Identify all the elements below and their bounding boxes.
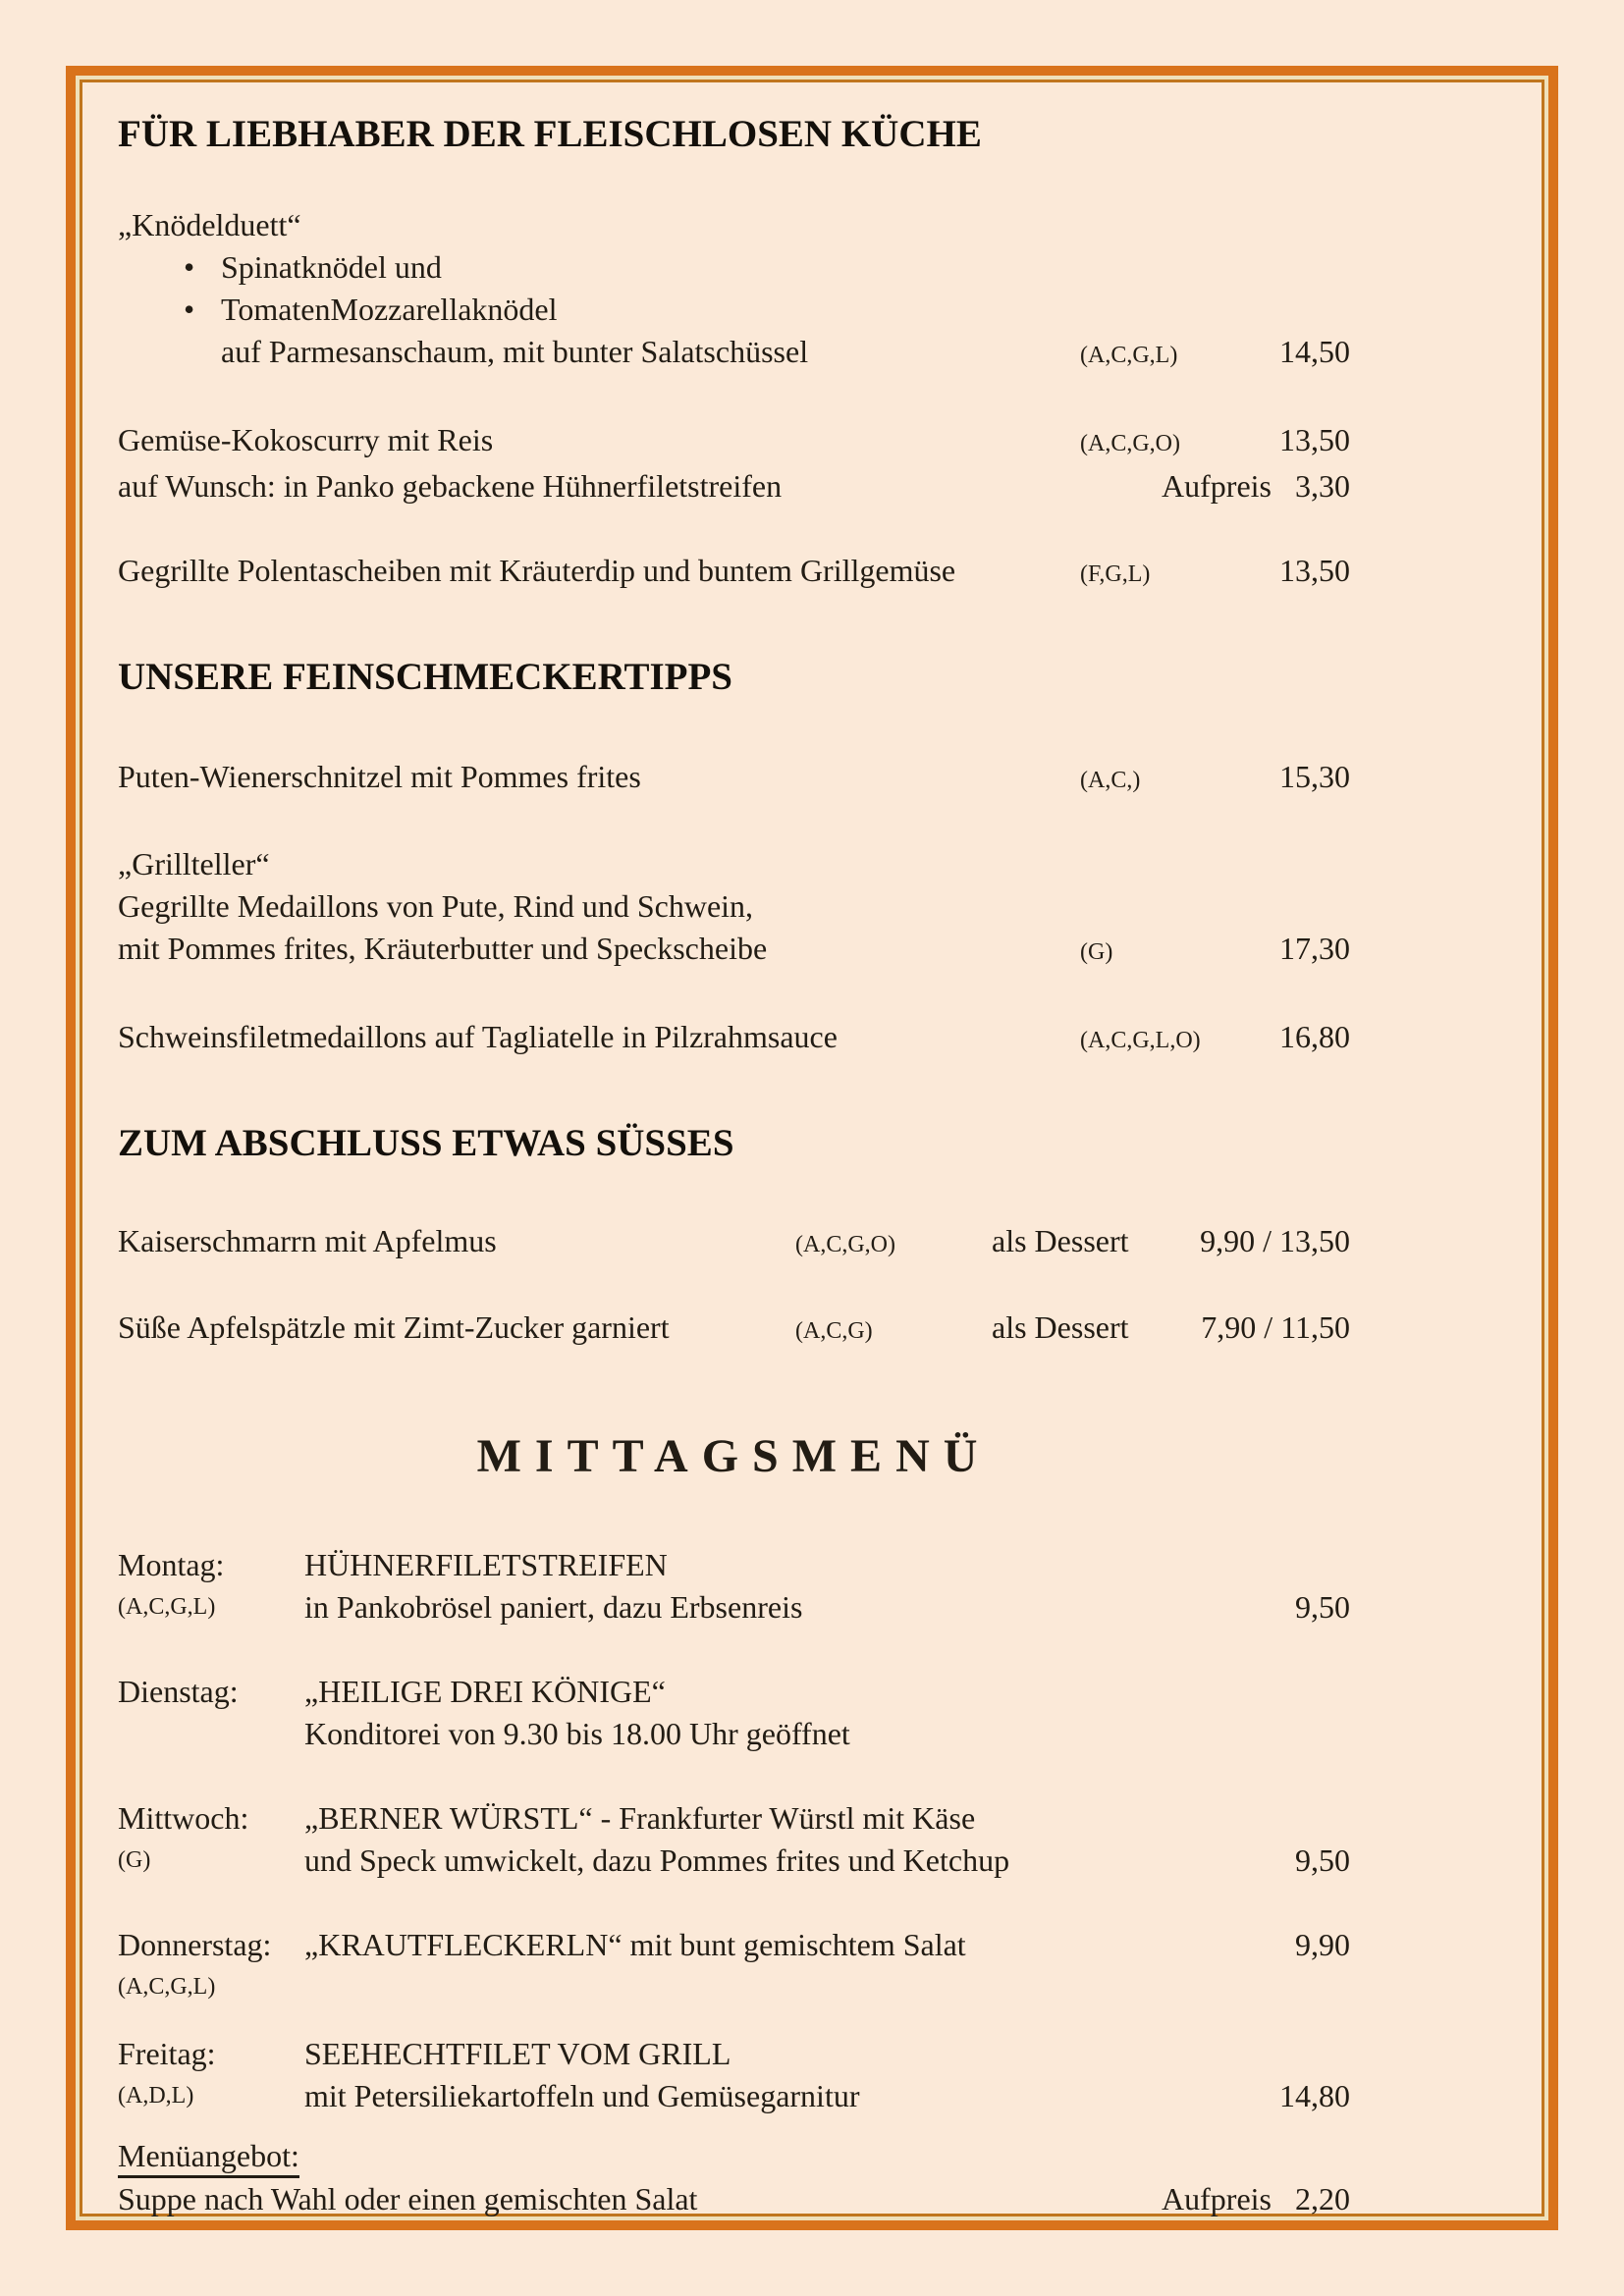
bullet-icon: • xyxy=(184,249,195,285)
price: 14,80 xyxy=(1279,2078,1350,2113)
section-title-dessert: ZUM ABSCHLUSS ETWAS SÜSSES xyxy=(118,1122,734,1164)
surcharge-label: Aufpreis xyxy=(1162,468,1272,504)
day-label: Donnerstag: xyxy=(118,1927,272,1962)
price: 9,90 / 13,50 xyxy=(1200,1223,1350,1258)
dish-column xyxy=(304,1544,1350,1629)
lunch-row-freitag xyxy=(118,2033,1350,2117)
bullet-text: Spinatknödel und xyxy=(221,249,442,285)
menu-row-apfelspaetzle xyxy=(118,1307,1350,1353)
dish-description: auf Parmesanschaum, mit bunter Salatschüssel xyxy=(221,334,809,369)
menu-row-curry-option xyxy=(118,465,1350,507)
offer-text: Suppe nach Wahl oder einen gemischten Salat xyxy=(118,2181,698,2216)
price: 9,90 xyxy=(1295,1927,1350,1962)
dish-line xyxy=(304,1797,1350,1840)
dish-column xyxy=(304,2033,1350,2117)
dish-description: in Pankobrösel paniert, dazu Erbsenreis xyxy=(304,1589,803,1625)
day-label: Montag: xyxy=(118,1547,225,1582)
dish-name: „BERNER WÜRSTL“ - Frankfurter Würstl mit Käse xyxy=(304,1800,976,1836)
day-column xyxy=(118,1671,304,1755)
day-column xyxy=(118,1544,304,1629)
offer-row xyxy=(118,2178,1350,2220)
allergen-codes: (A,C,) xyxy=(1080,768,1141,793)
dish-name: Süße Apfelspätzle mit Zimt-Zucker garniert xyxy=(118,1309,670,1345)
lunch-menu-title: MITTAGSMENÜ xyxy=(476,1430,992,1482)
allergen-codes: (A,C,G,L) xyxy=(118,1974,216,2000)
price: 13,50 xyxy=(1279,553,1350,588)
price: 14,50 xyxy=(1279,334,1350,369)
menu-content xyxy=(82,82,1542,2220)
day-label: Freitag: xyxy=(118,2036,216,2071)
surcharge-price: 3,30 xyxy=(1295,468,1350,504)
day-column xyxy=(118,1924,304,2008)
dish-column xyxy=(304,1924,1350,2008)
allergen-codes: (G) xyxy=(1080,939,1113,965)
bullet-icon: • xyxy=(184,292,195,327)
allergen-codes: (A,C,G,O) xyxy=(1080,431,1180,456)
bullet-text: TomatenMozzarellaknödel xyxy=(221,292,558,327)
decorative-frame-inner xyxy=(80,80,1544,2216)
serving-label: als Dessert xyxy=(992,1223,1129,1258)
bullet-item-2 xyxy=(118,289,1350,331)
lunch-row-mittwoch xyxy=(118,1797,1350,1882)
dish-column xyxy=(304,1671,1350,1755)
dish-line xyxy=(304,2033,1350,2075)
offer-label: Menüangebot: xyxy=(118,2136,299,2178)
dish-description-line: Gegrillte Medaillons von Pute, Rind und Schwein, xyxy=(118,888,754,924)
dish-name: Gegrillte Polentascheiben mit Kräuterdip und buntem Grillgemüse xyxy=(118,553,956,588)
dish-line xyxy=(304,2075,1350,2117)
lunch-row-montag xyxy=(118,1544,1350,1629)
dish-description: Konditorei von 9.30 bis 18.00 Uhr geöffnet xyxy=(304,1716,850,1751)
dish-description-line: mit Pommes frites, Kräuterbutter und Speckscheibe xyxy=(118,931,768,966)
dish-line xyxy=(304,1713,1350,1755)
price: 17,30 xyxy=(1279,931,1350,966)
section-title-gourmet: UNSERE FEINSCHMECKERTIPPS xyxy=(118,656,732,698)
price: 9,50 xyxy=(1295,1589,1350,1625)
dish-name: Gemüse-Kokoscurry mit Reis xyxy=(118,422,494,457)
lunch-row-donnerstag xyxy=(118,1924,1350,2008)
allergen-codes: (A,C,G,L,O) xyxy=(1080,1028,1201,1053)
menu-row-grillteller xyxy=(118,928,1350,974)
option-text: auf Wunsch: in Panko gebackene Hühnerfiletstreifen xyxy=(118,468,783,504)
day-label: Dienstag: xyxy=(118,1674,239,1709)
day-label: Mittwoch: xyxy=(118,1800,249,1836)
dish-name: Puten-Wienerschnitzel mit Pommes frites xyxy=(118,759,641,794)
menu-row-curry xyxy=(118,419,1350,465)
dish-line xyxy=(304,1671,1350,1713)
price: 15,30 xyxy=(1279,759,1350,794)
surcharge-label: Aufpreis xyxy=(1162,2181,1272,2216)
dish-name: SEEHECHTFILET VOM GRILL xyxy=(304,2036,731,2071)
section-title-vegetarian: FÜR LIEBHABER DER FLEISCHLOSEN KÜCHE xyxy=(118,113,982,155)
dish-line xyxy=(304,1924,1350,1966)
dish-column xyxy=(304,1797,1350,1882)
day-column xyxy=(118,1797,304,1882)
allergen-codes: (A,C,G,L) xyxy=(118,1594,216,1620)
menu-row-kaiserschmarrn xyxy=(118,1220,1350,1266)
dish-description: mit Petersiliekartoffeln und Gemüsegarnitur xyxy=(304,2078,860,2113)
price: 9,50 xyxy=(1295,1842,1350,1878)
dish-name: „HEILIGE DREI KÖNIGE“ xyxy=(304,1674,666,1709)
bullet-item-1 xyxy=(118,246,1350,289)
dish-name: „KRAUTFLECKERLN“ mit bunt gemischtem Salat xyxy=(304,1927,966,1962)
dish-name: HÜHNERFILETSTREIFEN xyxy=(304,1547,668,1582)
dish-line xyxy=(304,1586,1350,1629)
menu-row-knoedelduett xyxy=(118,331,1350,377)
serving-label: als Dessert xyxy=(992,1309,1129,1345)
dish-description: und Speck umwickelt, dazu Pommes frites und Ketchup xyxy=(304,1842,1010,1878)
price: 7,90 / 11,50 xyxy=(1201,1309,1350,1345)
day-column xyxy=(118,2033,304,2117)
decorative-frame xyxy=(66,66,1558,2230)
surcharge-price: 2,20 xyxy=(1295,2181,1350,2216)
dish-name: Kaiserschmarrn mit Apfelmus xyxy=(118,1223,497,1258)
allergen-codes: (A,C,G,O) xyxy=(795,1232,895,1257)
offer-label-wrap xyxy=(118,2135,1350,2178)
allergen-codes: (A,C,G,L) xyxy=(1080,343,1178,368)
lunch-row-dienstag xyxy=(118,1671,1350,1755)
allergen-codes: (G) xyxy=(118,1847,151,1873)
dish-name: Schweinsfiletmedaillons auf Tagliatelle in Pilzrahmsauce xyxy=(118,1019,838,1054)
dish-line xyxy=(304,1840,1350,1882)
menu-row-polenta xyxy=(118,550,1350,596)
dish-name-grillteller: „Grillteller“ xyxy=(118,846,270,881)
menu-row-schnitzel xyxy=(118,756,1350,802)
allergen-codes: (F,G,L) xyxy=(1080,561,1151,587)
menu-row-medaillons xyxy=(118,1016,1350,1062)
price: 16,80 xyxy=(1279,1019,1350,1054)
allergen-codes: (A,C,G) xyxy=(795,1318,873,1344)
price: 13,50 xyxy=(1279,422,1350,457)
dish-name-knoedelduett: „Knödelduett“ xyxy=(118,207,301,242)
dish-line xyxy=(304,1544,1350,1586)
allergen-codes: (A,D,L) xyxy=(118,2083,194,2109)
